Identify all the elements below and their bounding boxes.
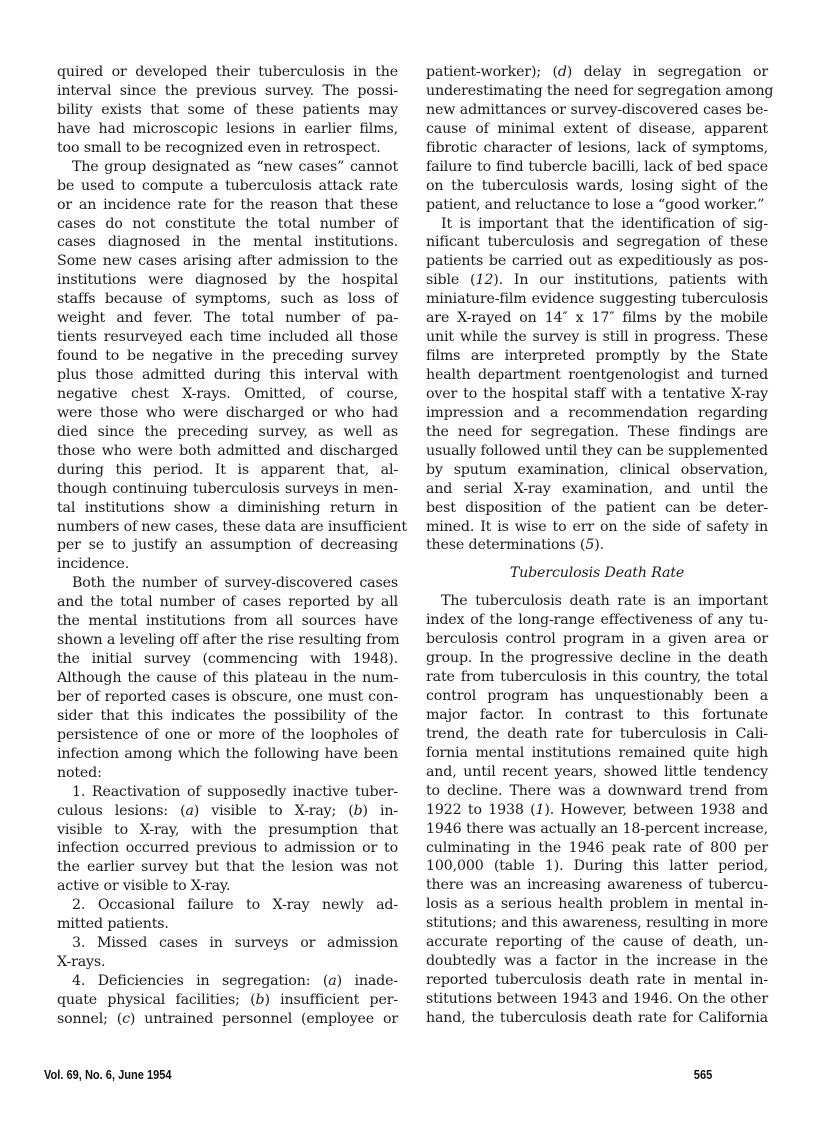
text-line: noted: [57,764,102,781]
text-line: incidence. [57,556,130,573]
text-line: patient, and reluctance to lose a “good worker.” [426,196,765,213]
text-line: stitutions; and this awareness, resulting in more [426,915,768,932]
text-line: visible to X-ray, with the presumption that [57,821,398,838]
text-line: berculosis control program in a given area or [426,631,768,648]
text-line: new admittances or survey-discovered cases be- [426,101,768,118]
text-line: health department roentgenologist and turned [426,367,768,383]
text-line: and the total number of cases reported by all [57,594,398,611]
text-line: or an incidence rate for the reason that these [57,196,398,213]
text-line: reported tuberculosis death rate in mental in- [426,972,768,989]
text-line: ber of reported cases is obscure, one must con- [57,688,398,705]
text-line: died since the preceding survey, as well as [57,423,398,440]
text-line: index of the long-range effectiveness of any tu- [426,612,768,629]
text-line: be used to compute a tuberculosis attack rate [57,177,398,194]
section-heading: Tuberculosis Death Rate [509,565,685,582]
text-line: were those who were discharged or who had [57,404,398,421]
text-line: The group designated as “new cases” cannot [72,158,398,175]
text-line: cases do not constitute the total number of [57,215,398,232]
text-line: sible (12). In our institutions, patients with [426,272,768,289]
text-line: shown a leveling off after the rise resulting from [57,632,400,649]
text-line: miniature-film evidence suggesting tuberculosis [426,291,768,308]
text-line: nificant tuberculosis and segregation of these [426,234,768,251]
text-line: patients be carried out as expeditiously as pos- [426,253,768,270]
text-line: trend, the death rate for tuberculosis in Cali- [426,725,768,742]
text-line: unit while the survey is still in progress. These [426,329,768,346]
text-line: mined. It is wise to err on the side of safety in [426,518,768,535]
text-line: usually followed until they can be supplemented [426,442,768,459]
text-line: Some new cases arising after admission to the [57,253,398,270]
text-line: losis as a serious health problem in mental in- [426,896,768,913]
text-line: patient-worker); (d) delay in segregation or [426,64,768,80]
text-line: 100,000 (table 1). During this latter period, [426,858,768,875]
text-line: the need for segregation. These findings are [426,423,768,440]
page-number: 565 [693,1067,713,1082]
text-line: control program has unquestionably been a [426,688,768,704]
text-line: those who were both admitted and discharged [57,442,398,459]
text-line: numbers of new cases, these data are insufficient [57,518,407,535]
text-line: quired or developed their tuberculosis in the [57,64,398,80]
left-column [57,63,407,1029]
text-line: sonnel; (c) untrained personnel (employee or [57,1010,399,1027]
right-column [426,63,774,1028]
text-line: It is important that the identification of sig- [441,215,768,232]
text-line: by sputum examination, clinical observation, [426,461,768,478]
text-line: films are interpreted promptly by the State [426,348,768,365]
text-line: tients resurveyed each time included all those [57,329,398,346]
text-line: best disposition of the patient can be deter- [426,499,768,516]
journal-citation-footer: Vol. 69, No. 6, June 1954 [44,1067,172,1082]
text-line: bility exists that some of these patients may [57,101,398,118]
text-line: institutions were diagnosed by the hospital [57,272,398,289]
text-line: these determinations (5). [426,537,604,554]
text-line: are X-rayed on 14″ x 17″ films by the mobile [426,310,768,327]
text-line: 1946 there was actually an 18-percent increase, [426,820,768,837]
text-line: plus those admitted during this interval with [57,367,398,383]
text-line: hand, the tuberculosis death rate for California [426,1009,768,1026]
text-line: 1922 to 1938 (1). However, between 1938 and [426,801,768,818]
text-line: weight and fever. The total number of pa- [57,310,398,327]
right-column-paragraphs [426,63,774,555]
text-line: failure to find tubercle bacilli, lack of bed space [426,158,768,175]
text-line: impression and a recommendation regarding [426,404,768,421]
text-line: Both the number of survey-discovered cases [72,575,398,592]
death-rate-section-body [426,592,768,1028]
text-line: and serial X-ray examination, and until the [426,480,768,497]
text-line: mitted patients. [57,916,169,933]
text-line: sider that this indicates the possibility of the [57,707,398,724]
text-line: persistence of one or more of the loopholes of [57,726,398,743]
text-line: rate from tuberculosis in this country, the total [426,669,768,686]
text-line: and, until recent years, showed little tendency [426,763,768,780]
text-line: culminating in the 1946 peak rate of 800 per [426,839,768,856]
text-line: accurate reporting of the cause of death, un- [426,934,768,951]
text-line: the earlier survey but that the lesion was not [57,859,398,876]
text-line: have had microscopic lesions in earlier films, [57,120,398,137]
text-line: tal institutions show a diminishing return in [57,499,398,516]
text-line: major factor. In contrast to this fortunate [426,706,768,723]
text-line: there was an increasing awareness of tubercu- [426,877,768,894]
text-line: culous lesions: (a) visible to X-ray; (b) in- [57,802,399,819]
text-line: the initial survey (commencing with 1948). [57,651,398,668]
text-line: infection occurred previous to admission or to [57,840,398,857]
text-line: during this period. It is apparent that, al- [57,461,398,478]
text-line: though continuing tuberculosis surveys in men- [57,480,398,497]
text-line: doubtedly was a factor in the increase in the [426,953,768,970]
text-line: X-rays. [57,954,106,971]
text-line: the mental institutions from all sources have [57,613,398,630]
text-line: Although the cause of this plateau in the num- [57,670,398,686]
text-line: staffs because of symptoms, such as loss of [57,291,398,308]
text-line: negative chest X-rays. Omitted, of course, [57,385,398,402]
text-line: fibrotic character of lesions, lack of symptoms, [426,139,768,156]
text-line: on the tuberculosis wards, losing sight of the [426,177,768,194]
text-line: to decline. There was a downward trend from [426,782,768,799]
text-line: 1. Reactivation of supposedly inactive tuber- [72,783,398,800]
text-line: group. In the progressive decline in the death [426,650,768,667]
text-line: cause of minimal extent of disease, apparent [426,120,768,137]
text-line: quate physical facilities; (b) insufficient per- [57,991,398,1008]
text-line: 3. Missed cases in surveys or admission [72,935,398,952]
text-line: 2. Occasional failure to X-ray newly ad- [72,897,398,914]
text-line: infection among which the following have been [57,745,398,762]
text-line: over to the hospital staff with a tentative X-ray [426,385,768,402]
text-line: too small to be recognized even in retrospect. [57,139,381,156]
text-line: 4. Deficiencies in segregation: (a) inade- [72,973,398,989]
text-line: cases diagnosed in the mental institutions. [57,234,398,251]
text-line: found to be negative in the preceding survey [57,348,398,365]
text-line: active or visible to X-ray. [57,878,231,895]
text-line: per se to justify an assumption of decreasing [57,537,398,554]
text-line: fornia mental institutions remained quite high [426,744,768,761]
text-line: stitutions between 1943 and 1946. On the other [426,991,768,1007]
text-line: The tuberculosis death rate is an important [441,593,768,610]
text-line: underestimating the need for segregation among [426,82,774,99]
text-line: interval since the previous survey. The possi- [57,82,398,99]
